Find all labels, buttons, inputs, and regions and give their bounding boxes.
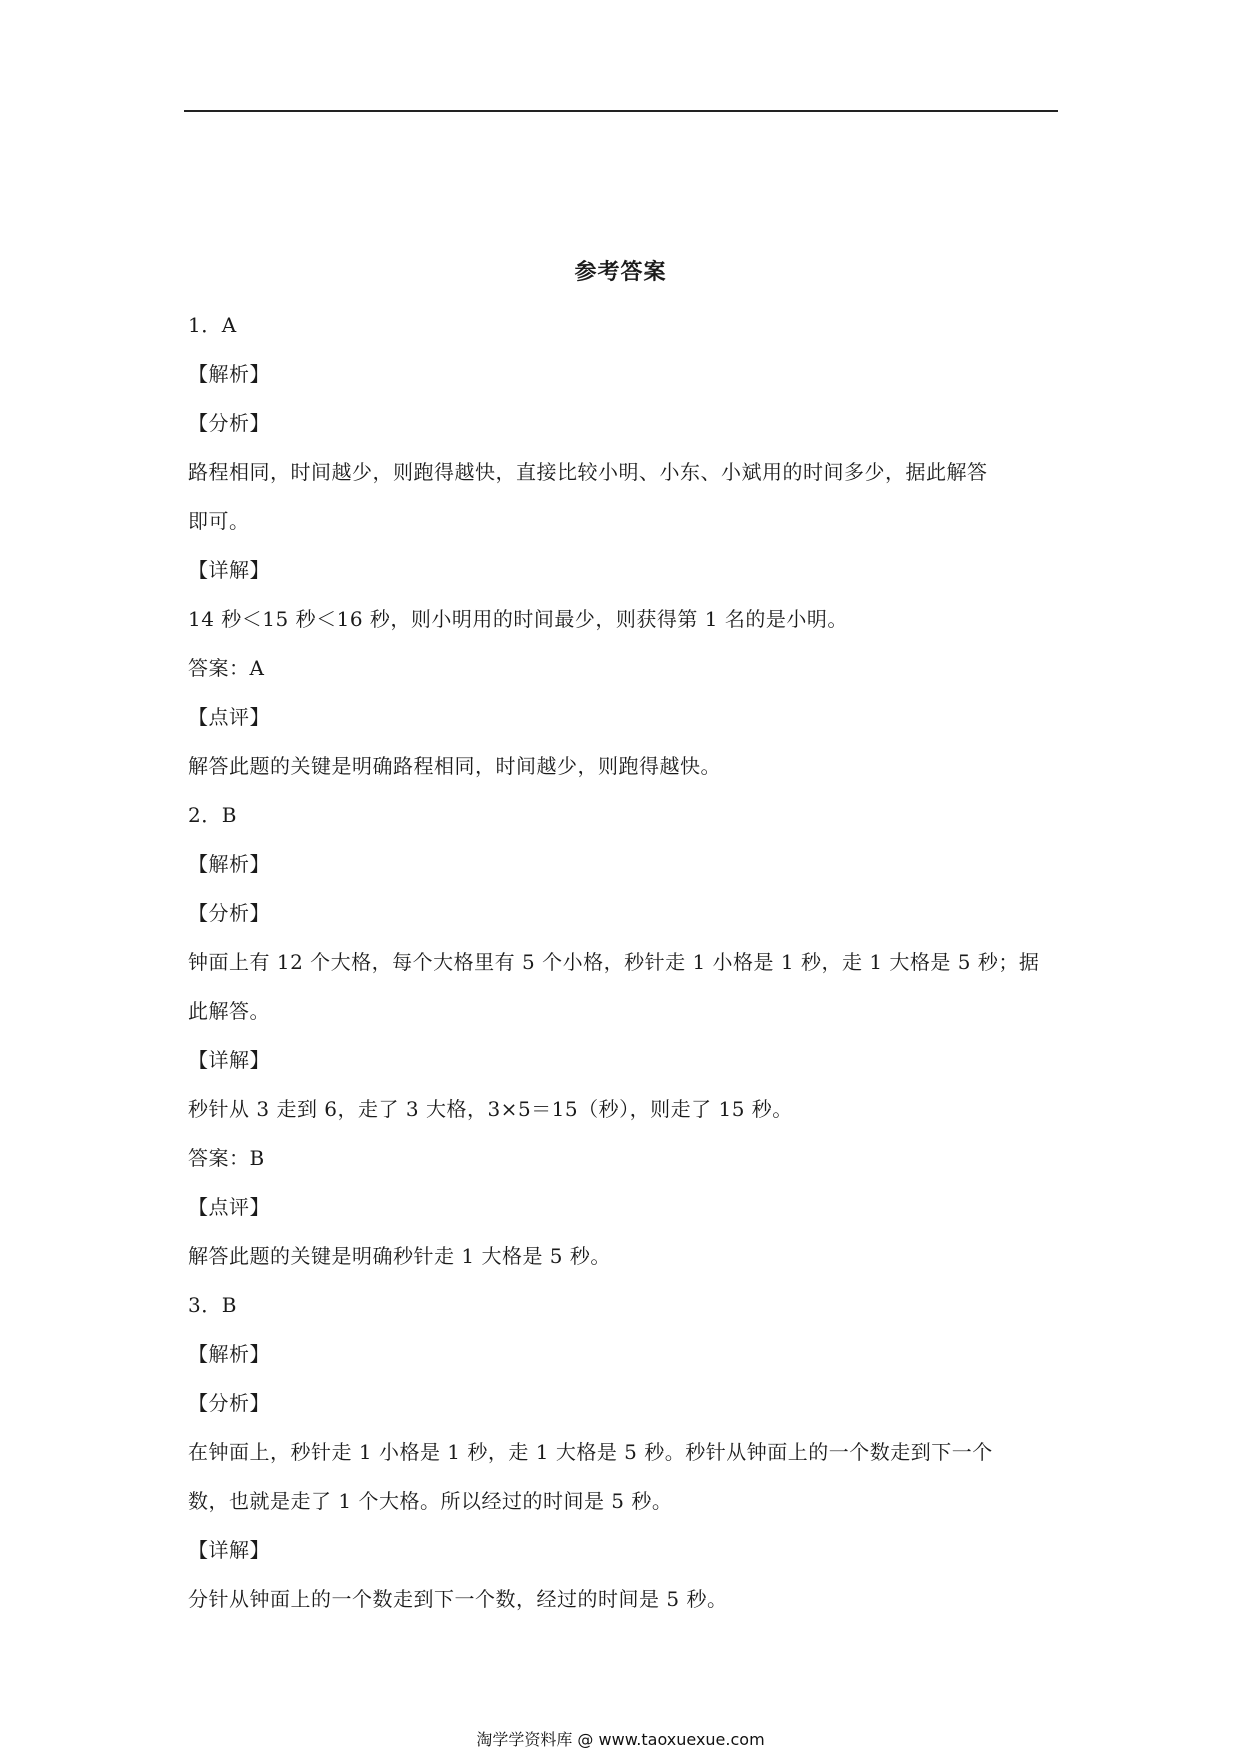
comment-text: 解答此题的关键是明确路程相同，时间越少，则跑得越快。	[188, 754, 721, 778]
analysis-text: 此解答。	[188, 999, 270, 1023]
footer-watermark: 淘学学资料库 @ www.taoxuexue.com	[476, 1730, 765, 1749]
section-jiexi: 【解析】	[188, 852, 270, 876]
answer-1-label: 1．A	[188, 313, 237, 337]
section-fenxi: 【分析】	[188, 901, 270, 925]
section-dianping: 【点评】	[188, 705, 270, 729]
answer-content	[188, 301, 1058, 1624]
section-xiangjie: 【详解】	[188, 1538, 270, 1562]
answer-text: 答案：B	[188, 1146, 265, 1170]
header-rule	[184, 110, 1058, 112]
section-xiangjie: 【详解】	[188, 558, 270, 582]
section-jiexi: 【解析】	[188, 1342, 270, 1366]
section-dianping: 【点评】	[188, 1195, 270, 1219]
analysis-text: 钟面上有 12 个大格，每个大格里有 5 个小格，秒针走 1 小格是 1 秒，走 1 大格是 5 秒；据	[188, 950, 1040, 974]
comment-text: 解答此题的关键是明确秒针走 1 大格是 5 秒。	[188, 1244, 611, 1268]
detail-text: 分针从钟面上的一个数走到下一个数，经过的时间是 5 秒。	[188, 1587, 728, 1611]
detail-text: 秒针从 3 走到 6，走了 3 大格，3×5＝15（秒），则走了 15 秒。	[188, 1097, 793, 1121]
section-jiexi: 【解析】	[188, 362, 270, 386]
answer-3-label: 3．B	[188, 1293, 237, 1317]
section-xiangjie: 【详解】	[188, 1048, 270, 1072]
answer-text: 答案：A	[188, 656, 265, 680]
section-fenxi: 【分析】	[188, 411, 270, 435]
section-fenxi: 【分析】	[188, 1391, 270, 1415]
analysis-text: 即可。	[188, 509, 250, 533]
analysis-text: 数，也就是走了 1 个大格。所以经过的时间是 5 秒。	[188, 1489, 673, 1513]
detail-text: 14 秒＜15 秒＜16 秒，则小明用的时间最少，则获得第 1 名的是小明。	[188, 607, 848, 631]
analysis-text: 路程相同，时间越少，则跑得越快，直接比较小明、小东、小斌用的时间多少，据此解答	[188, 460, 988, 484]
analysis-text: 在钟面上，秒针走 1 小格是 1 秒，走 1 大格是 5 秒。秒针从钟面上的一个数走到下一个	[188, 1440, 993, 1464]
page-title: 参考答案	[574, 260, 667, 285]
answer-2-label: 2．B	[188, 803, 237, 827]
